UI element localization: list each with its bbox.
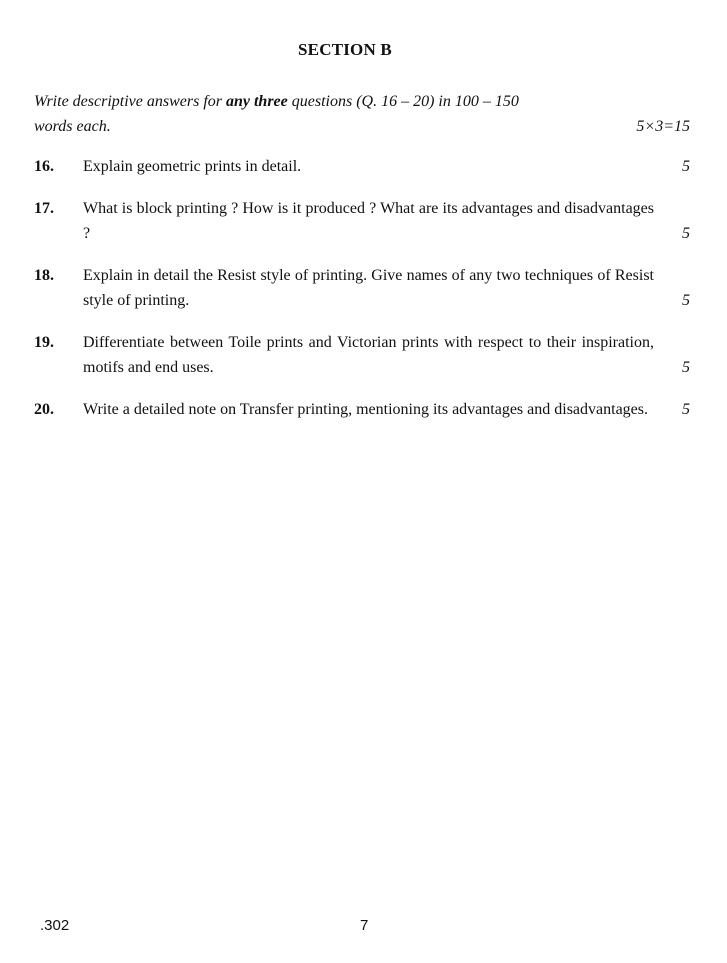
question-text: Explain in detail the Resist style of printing. Give names of any two techniques of Resist style of printing.	[83, 267, 654, 309]
page-number: 7	[360, 917, 369, 934]
question-number: 19.	[34, 334, 54, 351]
question-item	[34, 330, 690, 380]
question-list	[34, 154, 690, 439]
question-marks: 5	[682, 292, 690, 309]
section-title: SECTION B	[298, 40, 392, 59]
question-marks: 5	[682, 401, 690, 418]
question-number: 20.	[34, 401, 54, 418]
question-item	[34, 263, 690, 313]
question-number: 18.	[34, 267, 54, 284]
question-number: 17.	[34, 200, 54, 217]
question-marks: 5	[682, 225, 690, 242]
question-item	[34, 196, 690, 246]
question-number: 16.	[34, 158, 54, 175]
question-item	[34, 154, 690, 179]
instructions-pre: Write descriptive answers for	[34, 93, 226, 110]
question-text: What is block printing ? How is it produced ? What are its advantages and disadvantages ?	[83, 200, 654, 242]
instructions-emphasis: any three	[225, 93, 288, 110]
instructions-post: questions (Q. 16 – 20) in 100 – 150	[287, 93, 519, 110]
question-text: Explain geometric prints in detail.	[83, 158, 302, 175]
instructions-line2-text: words each.	[34, 118, 111, 135]
instructions-total-marks: 5×3=15	[636, 118, 690, 135]
question-text: Differentiate between Toile prints and Victorian prints with respect to their inspiration, motifs and end uses.	[83, 334, 654, 376]
question-marks: 5	[682, 359, 690, 376]
paper-code: .302	[40, 917, 70, 934]
instructions-line-1	[34, 89, 690, 114]
instructions-line-2	[34, 114, 690, 139]
question-item	[34, 397, 690, 422]
question-marks: 5	[682, 158, 690, 175]
instructions	[34, 89, 690, 139]
question-text: Write a detailed note on Transfer printing, mentioning its advantages and disadvantages.	[83, 401, 648, 418]
